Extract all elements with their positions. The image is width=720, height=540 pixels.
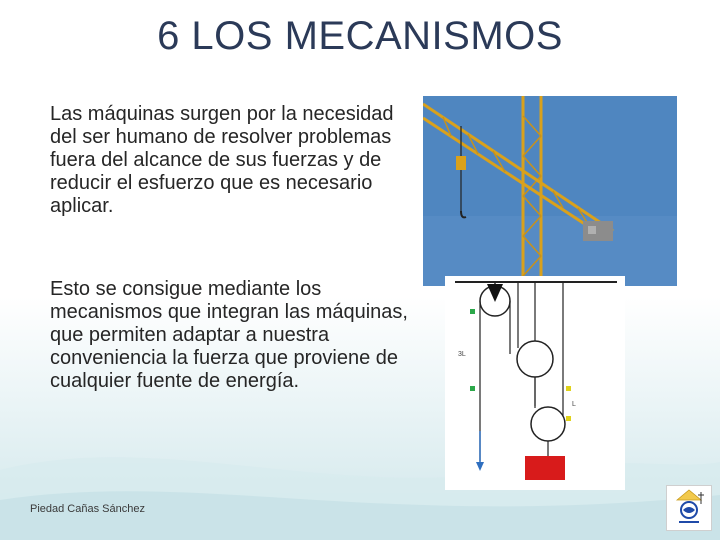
pulley-label-3l: 3L: [458, 351, 466, 358]
paragraph-intro: Las máquinas surgen por la necesidad del ser humano de resolver problemas fuera del alcance de sus fuerzas y de reducir el esfuerzo que es necesario aplicar.: [50, 103, 394, 217]
pulley-diagram: [445, 276, 625, 490]
footer-author: Piedad Cañas Sánchez: [30, 503, 145, 515]
paragraph-mechanisms: Esto se consigue mediante los mecanismos que integran las máquinas, que permiten adaptar a nuestra conveniencia la fuerza que proviene de cualquier fuente de energía.: [50, 278, 408, 392]
slide-title: 6 LOS MECANISMOS: [157, 14, 563, 58]
pulley-label-l: L: [572, 401, 576, 408]
school-logo-icon: [666, 485, 712, 531]
crane-photo: [423, 96, 677, 286]
